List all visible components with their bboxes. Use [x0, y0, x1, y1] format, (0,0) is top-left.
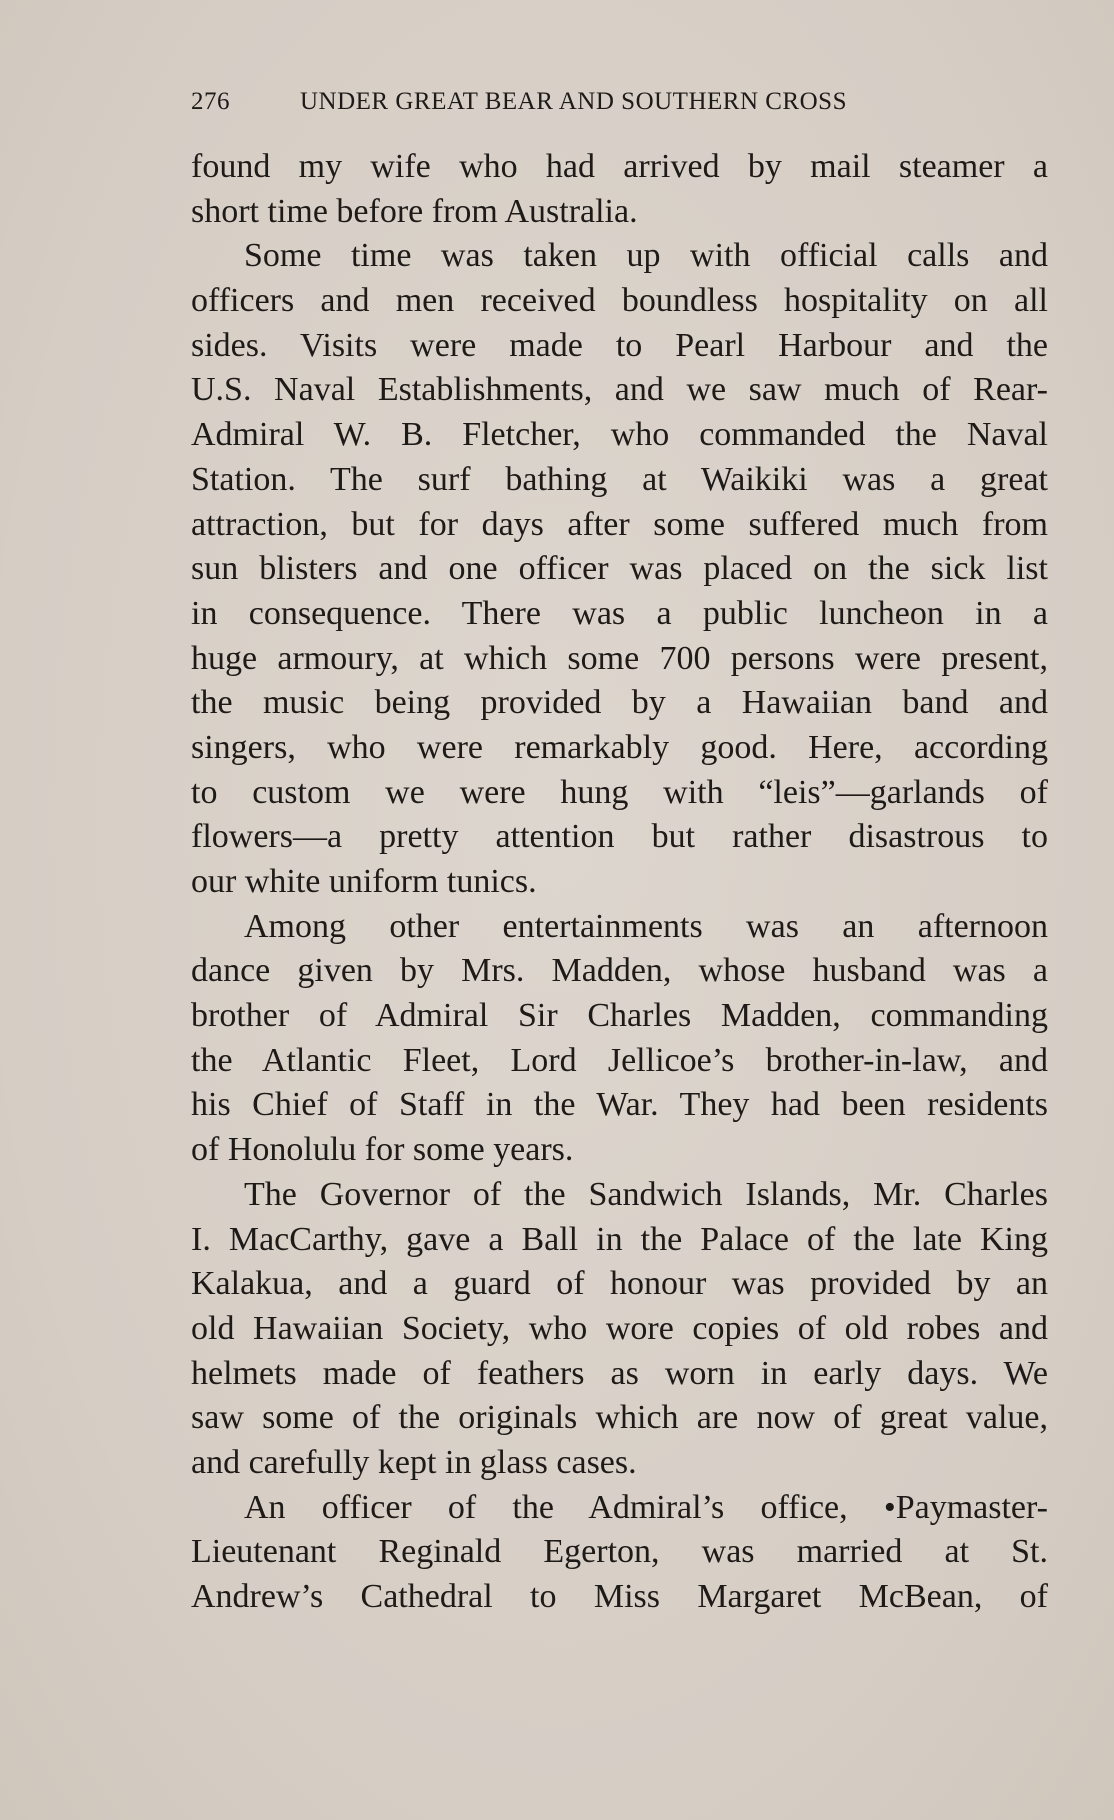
- text-line: his Chief of Staff in the War. They had been residents: [191, 1086, 1048, 1124]
- running-title: UNDER GREAT BEAR AND SOUTHERN CROSS: [300, 88, 847, 115]
- text-line: our white uniform tunics.: [191, 863, 537, 900]
- running-header: [191, 88, 951, 124]
- text-line: Station. The surf bathing at Waikiki was a great: [191, 460, 1048, 498]
- text-line: brother of Admiral Sir Charles Madden, commanding: [191, 997, 1048, 1035]
- text-line: singers, who were remarkably good. Here, according: [191, 728, 1048, 766]
- body-text: [191, 145, 1048, 1620]
- text-line: old Hawaiian Society, who wore copies of old robes and: [191, 1309, 1048, 1347]
- text-line: Among other entertainments was an afternoon: [244, 907, 1048, 945]
- text-line: saw some of the originals which are now of great value,: [191, 1399, 1048, 1437]
- text-line: in consequence. There was a public luncheon in a: [191, 594, 1048, 632]
- text-line: short time before from Australia.: [191, 192, 638, 230]
- text-line: sun blisters and one officer was placed on the sick list: [191, 550, 1048, 588]
- text-line: to custom we were hung with “leis”—garlands of: [191, 773, 1048, 811]
- text-line: Lieutenant Reginald Egerton, was married at St.: [191, 1533, 1048, 1571]
- text-line: sides. Visits were made to Pearl Harbour and the: [191, 326, 1048, 364]
- text-line: flowers—a pretty attention but rather disastrous to: [191, 818, 1048, 856]
- text-line: of Honolulu for some years.: [191, 1131, 574, 1169]
- text-line: found my wife who had arrived by mail steamer a: [191, 148, 1048, 185]
- text-line: and carefully kept in glass cases.: [191, 1443, 637, 1481]
- text-line: U.S. Naval Establishments, and we saw much of Rear-: [191, 371, 1048, 409]
- text-line: the music being provided by a Hawaiian band and: [191, 684, 1048, 722]
- text-line: Admiral W. B. Fletcher, who commanded the Naval: [191, 416, 1048, 454]
- page-number: 276: [191, 88, 230, 115]
- text-line: Some time was taken up with official calls and: [244, 237, 1048, 275]
- text-line: dance given by Mrs. Madden, whose husband was a: [191, 952, 1048, 990]
- text-line: attraction, but for days after some suffered much from: [191, 505, 1048, 543]
- text-line: Andrew’s Cathedral to Miss Margaret McBean, of: [191, 1578, 1048, 1615]
- text-line: An officer of the Admiral’s office, •Paymaster-: [244, 1488, 1048, 1526]
- text-line: Kalakua, and a guard of honour was provided by an: [191, 1265, 1048, 1303]
- text-line: The Governor of the Sandwich Islands, Mr. Charles: [244, 1175, 1048, 1213]
- text-line: the Atlantic Fleet, Lord Jellicoe’s brother-in-law, and: [191, 1041, 1048, 1079]
- text-line: officers and men received boundless hospitality on all: [191, 282, 1048, 320]
- text-line: huge armoury, at which some 700 persons were present,: [191, 639, 1048, 677]
- text-line: helmets made of feathers as worn in early days. We: [191, 1354, 1048, 1392]
- text-line: I. MacCarthy, gave a Ball in the Palace of the late King: [191, 1220, 1048, 1258]
